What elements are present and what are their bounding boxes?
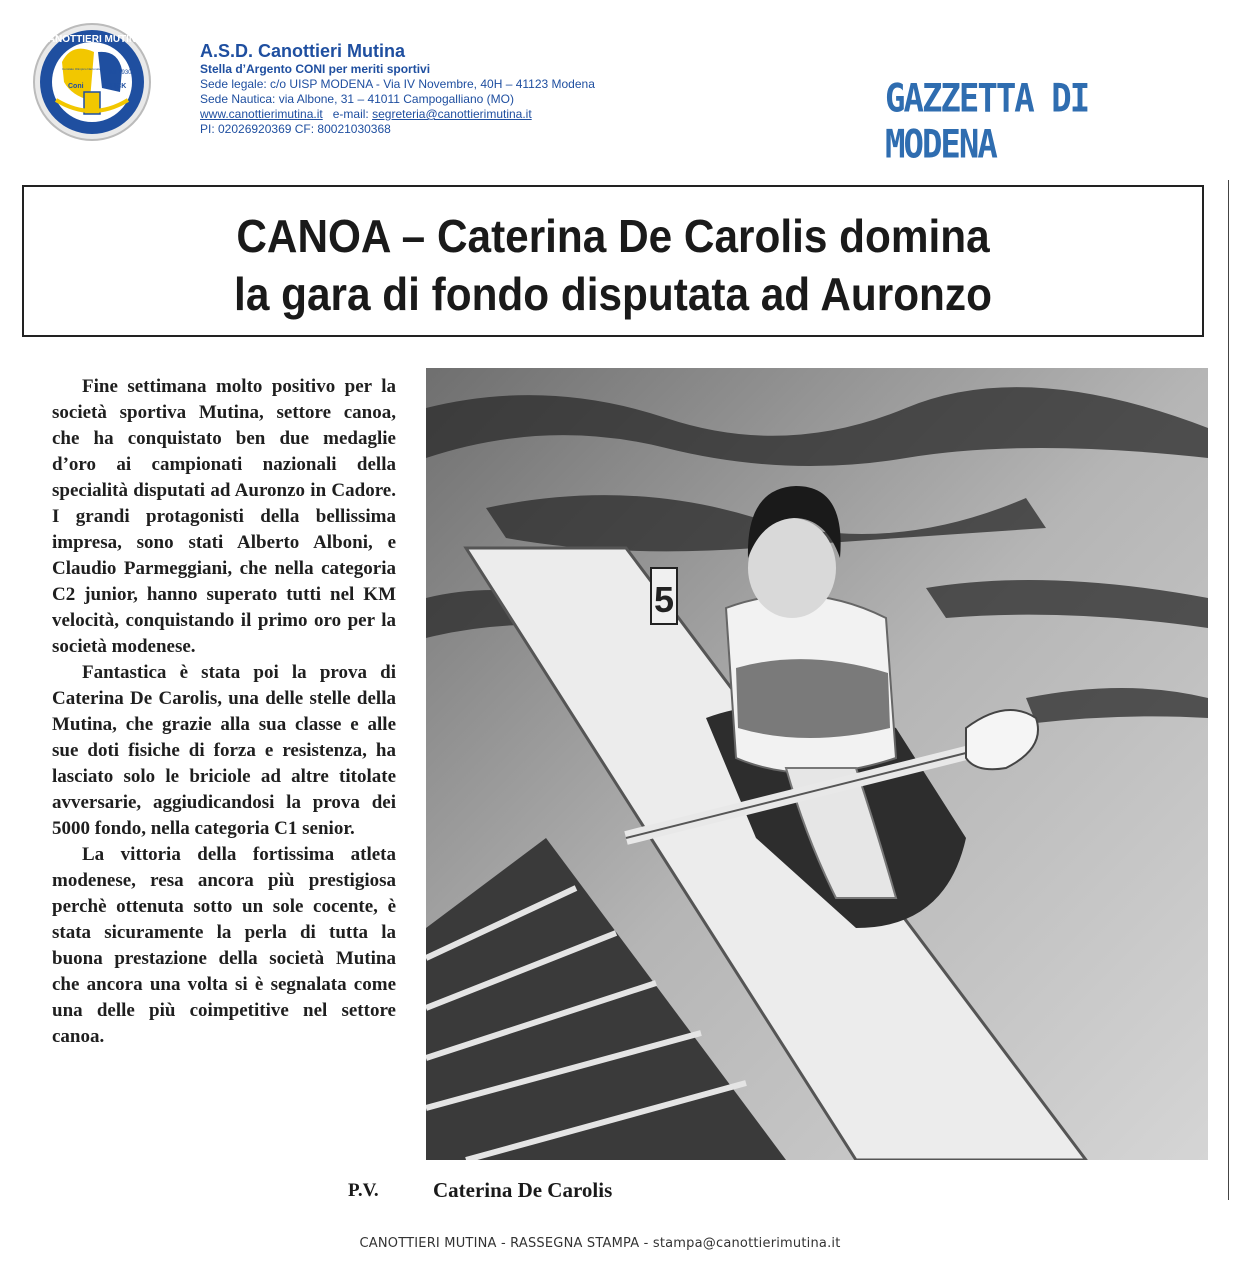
page-footer: CANOTTIERI MUTINA - RASSEGNA STAMPA - stampa@canottierimutina.it [359,1236,841,1251]
article-photo [426,368,1208,1160]
contacts-line [200,107,760,122]
article-paragraph: La vittoria della fortissima atleta modenese, resa ancora più prestigiosa perchè ottenuta sotto un sole cocente, è stata sicuramente la perla di tutta la buona prestazione della società Mutina che ancora una volta si è segnalata come una delle più coimpetitive nel settore canoa. [52,844,396,1047]
photo-caption: Caterina De Carolis [433,1178,613,1202]
headline-box [22,185,1204,337]
email-label: e-mail: [332,107,369,121]
author-signature: P.V. [348,1180,379,1201]
canoeist-photo-icon [426,368,1208,1160]
legal-address: Sede legale: c/o UISP MODENA - Via IV Novembre, 40H – 41123 Modena [200,77,595,91]
award-line: Stella d’Argento CONI per meriti sportivi [200,62,431,76]
kayak-number: 5 [653,579,675,620]
logo-text-small: Comitato Olimpico Nazionale [62,67,101,71]
headline [71,207,1155,323]
logo-text-coni: Coni [68,83,84,90]
headline-line-1: CANOA – Caterina De Carolis domina [236,210,990,262]
article-paragraph: Fine settimana molto positivo per la società sportiva Mutina, settore canoa, che ha conquistato ben due medaglie d’oro ai campionati nazionali della specialità disputati ad Auronzo in Cadore. I grandi protagonisti della bellissima impresa, sono stati Alberto Alboni, e Claudio Parmeggiani, che nella categoria C2 junior, hanno superato tutti nel KM velocità, conquistando il primo oro per la società modenese. [52,376,396,657]
newspaper-name: GAZZETTA DI MODENA [885,76,1089,168]
logo-text-fick: FICK [110,83,127,90]
club-info [200,40,760,137]
logo-text-dal: dal 1930 [108,70,132,76]
email-link[interactable]: segreteria@canottierimutina.it [372,107,532,121]
tax-ids: PI: 02026920369 CF: 80021030368 [200,122,391,136]
article-paragraph: Fantastica è stata poi la prova di Caterina De Carolis, una delle stelle della Mutina, che grazie alla sua classe e alle sue doti fisiche di forza e resistenza, ha lasciato solo le briciole ad altre titolate avversarie, aggiudicandosi la prova dei 5000 fondo, nella categoria C1 senior. [52,662,396,839]
website-link[interactable]: www.canottierimutina.it [200,107,323,121]
club-logo [32,22,152,142]
org-name: A.S.D. Canottieri Mutina [200,41,406,61]
nautical-address: Sede Nautica: via Albone, 31 – 41011 Campogalliano (MO) [200,92,514,106]
article-body [52,374,396,1050]
clipping-edge [1228,180,1229,1200]
headline-line-2: la gara di fondo disputata ad Auronzo [234,268,992,320]
logo-text-top: CANOTTIERI MUTINA [40,34,144,45]
canottieri-mutina-logo-icon [32,22,152,142]
